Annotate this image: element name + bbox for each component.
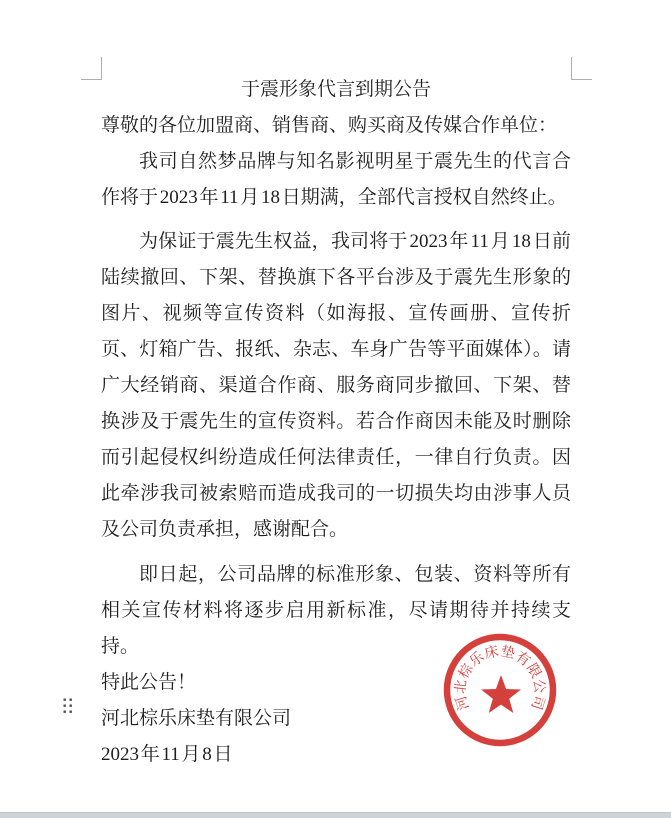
horizontal-scrollbar-track[interactable]	[0, 812, 671, 818]
body-paragraph: 为保证于震先生权益，我司将于 2023 年 11 月 18 日前陆续撤回、下架、替换旗下各平台涉及于震先生形象的图片、视频等宣传资料（如海报、宣传画册、宣传折页、灯箱广告、报纸、杂志、车身广告等平面媒体）。请广大经销商、渠道合作商、服务商同步撤回、下架、替换涉及于震先生的宣传资料。若合作商因未能及时删除而引起侵权纠纷造成任何法律责任，一律自行负责。因此牵涉我司被索赔而造成我司的一切损失均由涉事人员及公司负责承担，感谢配合。	[101, 231, 571, 540]
margin-crop-mark-top-right	[571, 57, 592, 80]
object-anchor-drag-handle-icon[interactable]	[63, 698, 74, 715]
document-content	[101, 72, 571, 773]
signature-company-name: 河北棕乐床垫有限公司	[101, 708, 292, 729]
body-paragraph: 我司自然梦品牌与知名影视明星于震先生的代言合作将于 2023 年 11 月 18 日期满，全部代言授权自然终止。	[101, 151, 571, 208]
salutation-line: 尊敬的各位加盟商、销售商、购买商及传媒合作单位：	[101, 115, 558, 136]
notice-line: 特此公告！	[101, 672, 197, 693]
stamp-curved-text: 河北棕乐床垫有限公司	[453, 644, 547, 712]
page-title: 于震形象代言到期公告	[240, 79, 431, 100]
margin-crop-mark-top-left	[81, 57, 102, 80]
body-paragraph: 即日起，公司品牌的标准形象、包装、资料等所有相关宣传材料将逐步启用新标准，尽请期待并持续支持。	[101, 564, 571, 657]
signature-date: 2023 年 11 月 8 日	[101, 744, 233, 765]
